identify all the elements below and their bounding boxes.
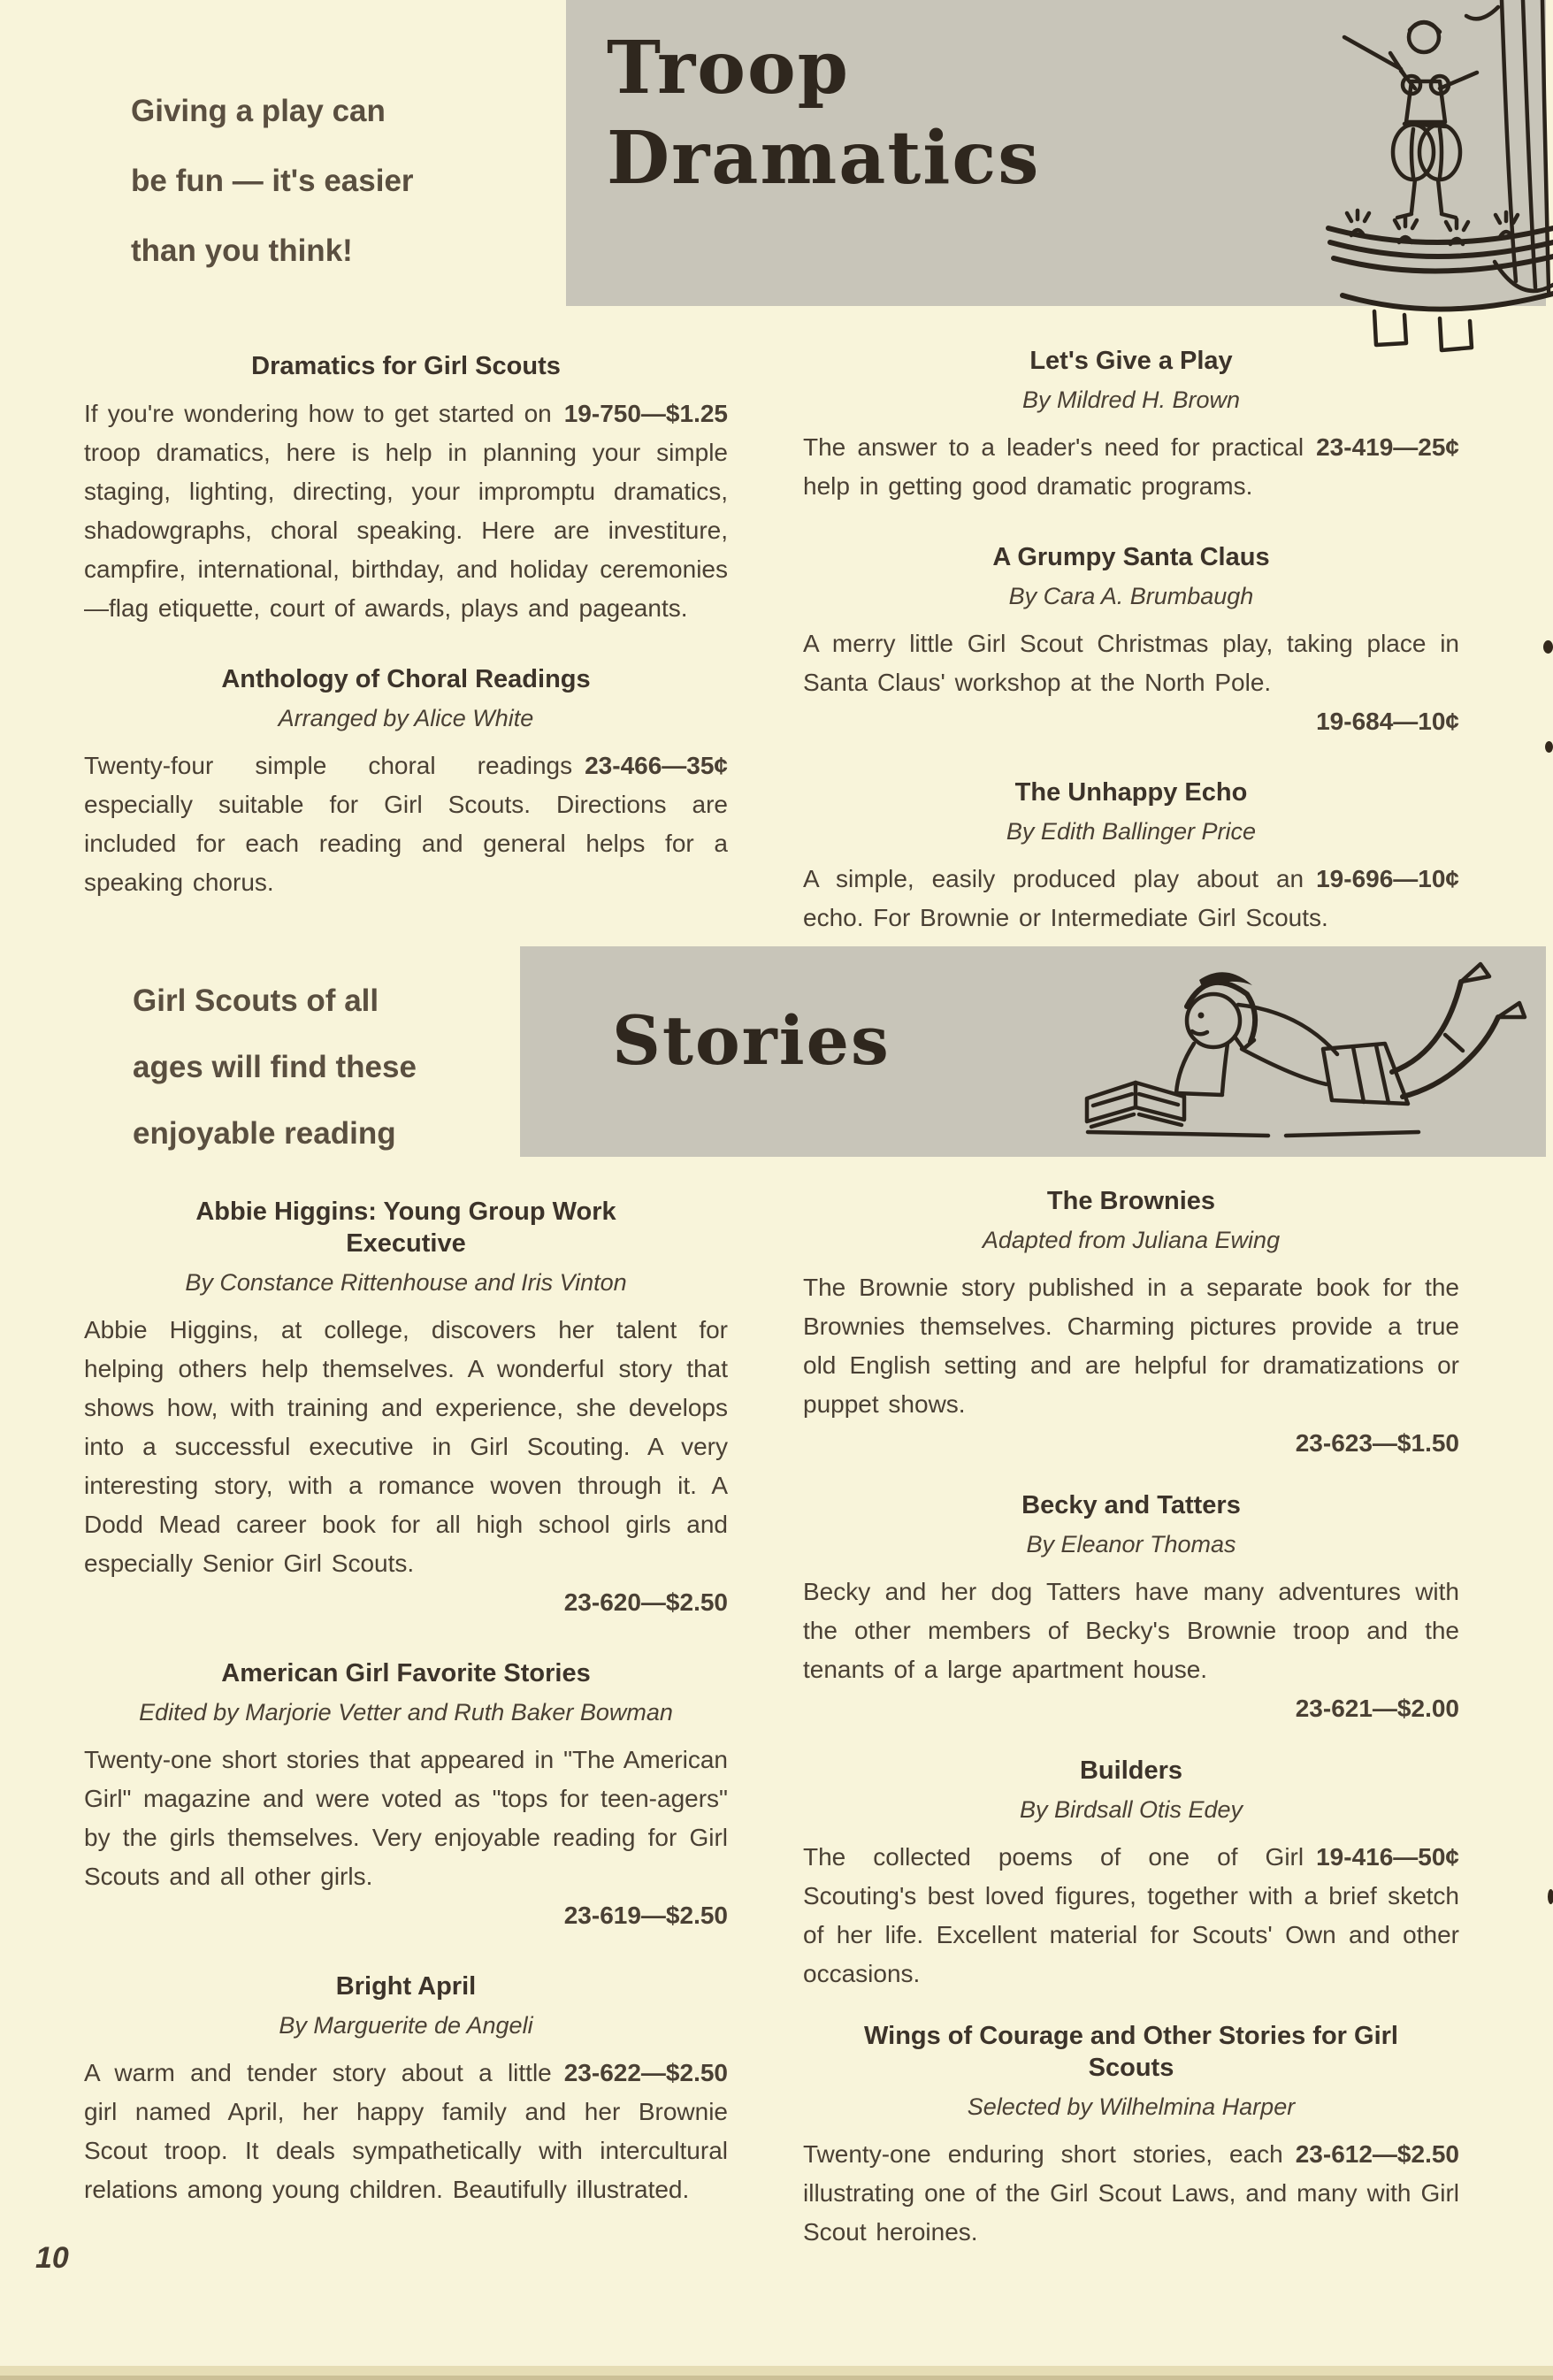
catalog-code: 23-419—25¢ <box>1316 433 1459 461</box>
stories-right-column <box>803 1185 1459 2252</box>
dramatics-intro-text <box>131 76 573 286</box>
book-description: Becky and her dog Tatters have many adventures with the other members of Becky's Brownie troop and the tenants of a large apartment house. <box>803 1578 1459 1683</box>
book-author: Adapted from Juliana Ewing <box>982 1227 1281 1253</box>
stories-banner-title: Stories <box>612 1001 891 1080</box>
book-entry <box>84 1971 728 2209</box>
book-author: By Mildred H. Brown <box>1021 386 1241 413</box>
scan-speck <box>1543 640 1553 654</box>
catalog-code: 23-623—$1.50 <box>1295 1429 1459 1457</box>
book-description: Abbie Higgins, at college, discovers her talent for helping others help themselves. A wonderful story that shows how, with training and experience, she develops into a successful executive in Girl Scouting. A very interesting story, with a romance woven through it. A Dodd Mead career book for all high school girls and especially Senior Girl Scouts. <box>84 1316 728 1577</box>
catalog-code: 23-620—$2.50 <box>563 1588 728 1616</box>
book-description: 19-750—$1.25 If you're wondering how to get started on troop dramatics, here is help in planning your simple staging, lighting, directing, your impromptu dramatics, shadowgraphs, choral speaking. Here are investiture, campfire, international, birthday, and holiday ceremonies—flag etiquette, court of awards, plays and pageants. <box>84 394 728 628</box>
intro-line: than you think! <box>131 233 353 268</box>
intro-line: be fun — it's easier <box>131 164 414 198</box>
book-author: By Cara A. Brumbaugh <box>1008 583 1254 609</box>
book-description: Twenty-one short stories that appeared in "The American Girl" magazine and were voted as "tops for teen-agers" by the girls themselves. Very enjoyable reading for Girl Scouts and all other girls. <box>84 1746 728 1890</box>
intro-line: enjoyable reading <box>133 1116 396 1151</box>
book-entry <box>803 1489 1459 1728</box>
intro-line: Giving a play can <box>131 94 386 128</box>
book-author: By Marguerite de Angeli <box>279 2012 533 2039</box>
catalog-code: 23-466—35¢ <box>585 752 728 779</box>
stories-banner <box>520 946 1546 1157</box>
book-description: 23-622—$2.50 A warm and tender story about a little girl named April, her happy family and her Brownie Scout troop. It deals sympathetically with intercultural relations among young children. Beautifully illustrated. <box>84 2054 728 2209</box>
catalog-code: 19-696—10¢ <box>1316 865 1459 892</box>
book-title: Let's Give a Play <box>1029 347 1233 375</box>
book-title: Bright April <box>335 1972 477 2001</box>
girl-reading-illustration <box>1003 950 1534 1152</box>
book-entry <box>803 1755 1459 1994</box>
catalog-code: 23-622—$2.50 <box>563 2059 728 2086</box>
book-description: 19-696—10¢ A simple, easily produced play about an echo. For Brownie or Intermediate Girl Scouts. <box>803 860 1459 937</box>
book-author: Arranged by Alice White <box>278 705 534 731</box>
book-entry <box>84 1196 728 1622</box>
book-entry <box>803 541 1459 741</box>
book-entry <box>803 1185 1459 1463</box>
book-description: 23-419—25¢ The answer to a leader's need for practical help in getting good dramatic programs. <box>803 428 1459 506</box>
book-title: The Unhappy Echo <box>1014 778 1248 807</box>
scan-speck <box>1548 1889 1553 1904</box>
banner-title-line: Troop <box>607 26 850 111</box>
book-description: A merry little Girl Scout Christmas play, taking place in Santa Claus' workshop at the North Pole. <box>803 630 1459 696</box>
scan-bottom-edge <box>0 2366 1553 2380</box>
book-entry <box>803 777 1459 937</box>
book-author: By Birdsall Otis Edey <box>1019 1796 1243 1823</box>
catalog-code: 23-619—$2.50 <box>563 1902 728 1929</box>
catalog-code: 23-621—$2.00 <box>1295 1695 1459 1722</box>
troop-dramatics-banner-title <box>607 23 1040 203</box>
book-author: Selected by Wilhelmina Harper <box>967 2093 1296 2120</box>
book-title: Wings of Courage and Other Stories for Girl Scouts <box>864 2022 1398 2082</box>
troop-dramatics-left-column <box>84 350 728 902</box>
book-entry <box>84 663 728 902</box>
intro-line: ages will find these <box>133 1050 417 1084</box>
book-description: 23-466—35¢ Twenty-four simple choral readings especially suitable for Girl Scouts. Directions are included for each reading and general helps for a speaking chorus. <box>84 746 728 902</box>
book-entry <box>84 1657 728 1935</box>
book-title: The Brownies <box>1046 1187 1216 1215</box>
book-description: 23-612—$2.50 Twenty-one enduring short stories, each illustrating one of the Girl Scout Laws, and many with Girl Scout heroines. <box>803 2135 1459 2252</box>
book-title: Becky and Tatters <box>1021 1491 1241 1519</box>
book-title: Builders <box>1079 1756 1183 1785</box>
book-author: By Constance Rittenhouse and Iris Vinton <box>185 1269 627 1296</box>
book-description: The Brownie story published in a separate book for the Brownies themselves. Charming pictures provide a true old English setting and are helpful for dramatizations or puppet shows. <box>803 1274 1459 1418</box>
page-number: 10 <box>35 2241 69 2275</box>
book-author: By Edith Ballinger Price <box>1006 818 1257 845</box>
scan-speck <box>1545 741 1553 753</box>
catalog-code: 19-750—$1.25 <box>563 400 728 427</box>
stories-left-column <box>84 1196 728 2209</box>
book-entry <box>84 350 728 628</box>
intro-line: Girl Scouts of all <box>133 983 379 1018</box>
book-entry <box>803 2020 1459 2252</box>
book-author: By Eleanor Thomas <box>1026 1531 1236 1557</box>
banner-title-line: Dramatics <box>607 116 1041 201</box>
book-author: Edited by Marjorie Vetter and Ruth Baker Bowman <box>139 1699 673 1726</box>
book-entry <box>803 345 1459 506</box>
catalog-code: 19-684—10¢ <box>1316 708 1459 735</box>
book-title: A Grumpy Santa Claus <box>992 543 1270 571</box>
troop-dramatics-right-column <box>803 345 1459 937</box>
book-description: 19-416—50¢ The collected poems of one of Girl Scouting's best loved figures, together with a brief sketch of her life. Excellent material for Scouts' Own and other occasions. <box>803 1838 1459 1994</box>
book-title: American Girl Favorite Stories <box>221 1659 591 1687</box>
catalog-code: 19-416—50¢ <box>1316 1843 1459 1871</box>
book-title: Anthology of Choral Readings <box>221 665 591 693</box>
catalog-code: 23-612—$2.50 <box>1295 2140 1459 2168</box>
book-title: Dramatics for Girl Scouts <box>251 352 561 380</box>
book-title: Abbie Higgins: Young Group Work Executive <box>195 1198 616 1258</box>
